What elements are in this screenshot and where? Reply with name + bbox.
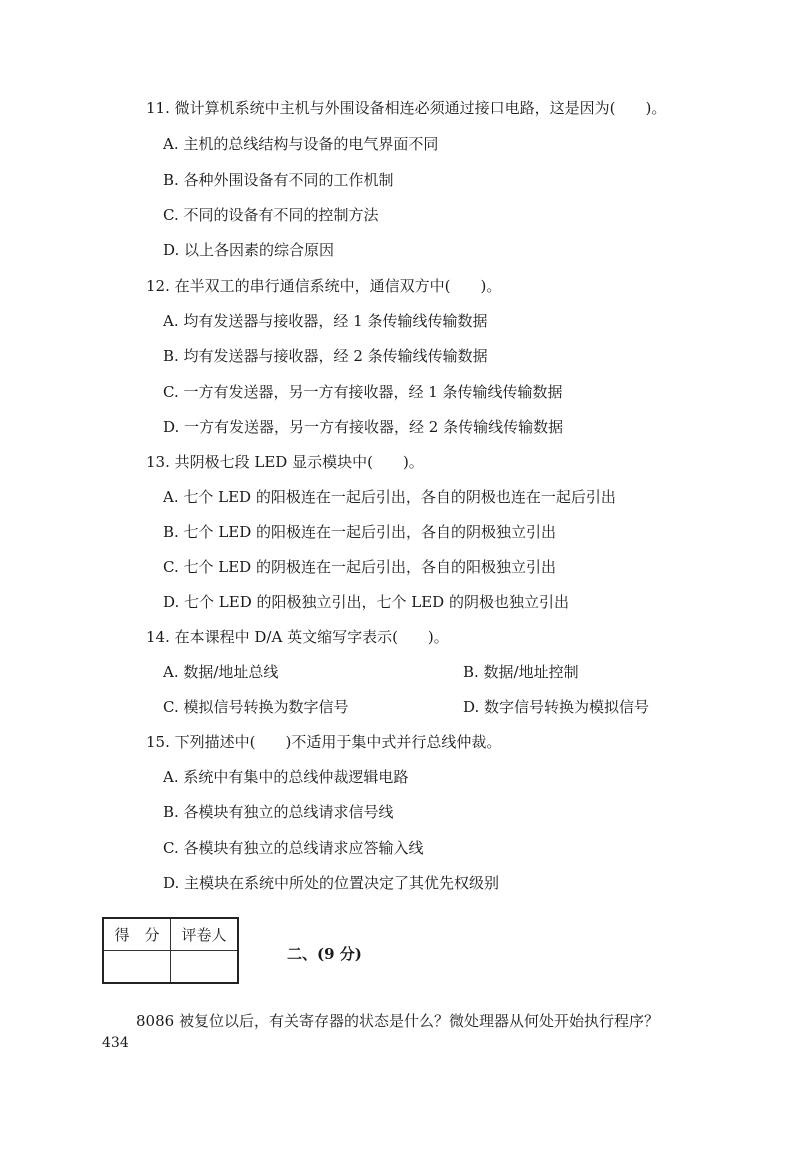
question-14-option-d: D. 数字信号转换为模拟信号 xyxy=(463,698,650,716)
question-14-option-c: C. 模拟信号转换为数字信号 xyxy=(163,698,349,716)
score-header: 得 分 xyxy=(103,918,171,951)
question-11-option-c: C. 不同的设备有不同的控制方法 xyxy=(163,206,379,224)
question-13-option-b: B. 七个 LED 的阳极连在一起后引出，各自的阴极独立引出 xyxy=(163,523,557,541)
question-15-option-d: D. 主模块在系统中所处的位置决定了其优先权级别 xyxy=(163,874,500,892)
question-13-option-c: C. 七个 LED 的阴极连在一起后引出，各自的阳极独立引出 xyxy=(163,558,556,576)
question-13-stem: 13. 共阴极七段 LED 显示模块中( )。 xyxy=(146,453,424,471)
question-13-option-a: A. 七个 LED 的阳极连在一起后引出，各自的阴极也连在一起后引出 xyxy=(163,488,616,506)
section-question: 8086 被复位以后，有关寄存器的状态是什么？微处理器从何处开始执行程序？ xyxy=(136,1012,659,1030)
grader-header: 评卷人 xyxy=(171,918,239,951)
question-11-option-d: D. 以上各因素的综合原因 xyxy=(163,241,335,259)
question-13-option-d: D. 七个 LED 的阳极独立引出，七个 LED 的阴极也独立引出 xyxy=(163,593,569,611)
question-15-option-a: A. 系统中有集中的总线仲裁逻辑电路 xyxy=(163,768,409,786)
question-15-option-b: B. 各模块有独立的总线请求信号线 xyxy=(163,803,394,821)
score-table xyxy=(102,917,239,984)
question-15-option-c: C. 各模块有独立的总线请求应答输入线 xyxy=(163,839,424,857)
page-number: 434 xyxy=(102,1035,129,1051)
question-14-option-b: B. 数据/地址控制 xyxy=(463,663,579,681)
question-12-option-d: D. 一方有发送器，另一方有接收器，经 2 条传输线传输数据 xyxy=(163,418,564,436)
question-12-option-b: B. 均有发送器与接收器，经 2 条传输线传输数据 xyxy=(163,347,488,365)
question-15-stem: 15. 下列描述中( )不适用于集中式并行总线仲裁。 xyxy=(146,733,502,751)
question-11-option-b: B. 各种外围设备有不同的工作机制 xyxy=(163,171,394,189)
question-12-option-a: A. 均有发送器与接收器，经 1 条传输线传输数据 xyxy=(163,312,488,330)
question-12-option-c: C. 一方有发送器，另一方有接收器，经 1 条传输线传输数据 xyxy=(163,383,563,401)
question-12-stem: 12. 在半双工的串行通信系统中，通信双方中( )。 xyxy=(146,277,502,295)
question-14-option-a: A. 数据/地址总线 xyxy=(163,663,279,681)
section-title: 二、(9 分) xyxy=(287,945,362,963)
question-14-stem: 14. 在本课程中 D/A 英文缩写字表示( )。 xyxy=(146,628,449,646)
question-11-option-a: A. 主机的总线结构与设备的电气界面不同 xyxy=(163,135,439,153)
score-cell[interactable] xyxy=(103,951,171,984)
question-11-stem: 11. 微计算机系统中主机与外围设备相连必须通过接口电路，这是因为( )。 xyxy=(146,99,667,117)
grader-cell[interactable] xyxy=(171,951,239,984)
